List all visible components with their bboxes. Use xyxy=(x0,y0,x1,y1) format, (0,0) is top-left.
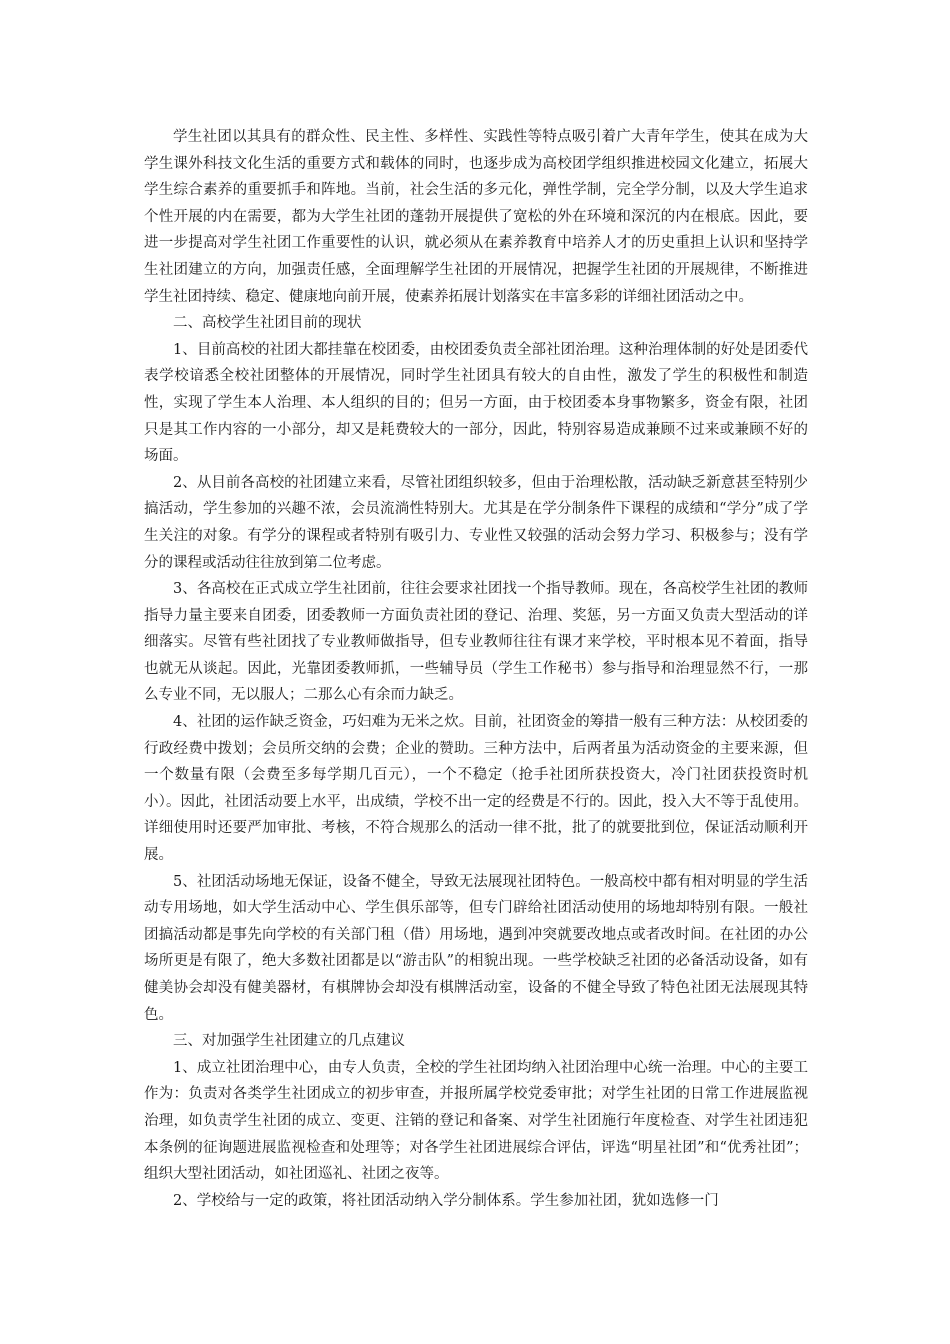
status-paragraph-1: 1、目前高校的社团大都挂靠在校团委，由校团委负责全部社团治理。这种治理体制的好处是团委代表学校谙悉全校社团整体的开展情况，同时学生社团具有较大的自由性，激发了学生的积极性和制造性，实现了学生本人治理、本人组织的目的；但另一方面，由于校团委本身事物繁多，资金有限，社团只是其工作内容的一小部分，却又是耗费较大的一部分，因此，特别容易造成兼顾不过来或兼顾不好的场面。 xyxy=(144,341,808,465)
status-paragraph-3: 3、各高校在正式成立学生社团前，往往会要求社团找一个指导教师。现在，各高校学生社团的教师指导力量主要来自团委，团委教师一方面负责社团的登记、治理、奖惩，另一方面又负责大型活动的详细落实。尽管有些社团找了专业教师做指导，但专业教师往往有课才来学校，平时根本见不着面，指导也就无从谈起。因此，光靠团委教师抓，一些辅导员（学生工作秘书）参与指导和治理显然不行，一那么专业不同，无以服人；二那么心有余而力缺乏。 xyxy=(144,581,808,704)
suggestion-paragraph-1: 1、成立社团治理中心，由专人负责，全校的学生社团均纳入社团治理中心统一治理。中心的主要工作为：负责对各类学生社团成立的初步审查，并报所属学校党委审批；对学生社团的日常工作进展监视治理，如负责学生社团的成立、变更、注销的登记和备案、对学生社团施行年度检查、对学生社团违犯本条例的征询题进展监视检查和处理等；对各学生社团进展综合评估，评选“明星社团”和“优秀社团”；组织大型社团活动，如社团巡礼、社团之夜等。 xyxy=(144,1059,808,1183)
status-paragraph-2: 2、从目前各高校的社团建立来看，尽管社团组织较多，但由于治理松散，活动缺乏新意甚至特别少搞活动，学生参加的兴趣不浓，会员流淌性特别大。尤其是在学分制条件下课程的成绩和“学分”成了学生关注的对象。有学分的课程或者特别有吸引力、专业性又较强的活动会努力学习、积极参与；没有学分的课程或活动往往放到第二位考虑。 xyxy=(144,474,808,571)
section-heading-current-status: 二、高校学生社团目前的现状 xyxy=(173,315,362,332)
status-paragraph-5: 5、社团活动场地无保证，设备不健全，导致无法展现社团特色。一般高校中都有相对明显的学生活动专用场地，如大学生活动中心、学生俱乐部等，但专门辟给社团活动使用的场地却特别有限。一般社团搞活动都是事先向学校的有关部门租（借）用场地，遇到冲突就要改地点或者改时间。在社团的办公场所更是有限了，绝大多数社团都是以“游击队”的相貌出现。一些学校缺乏社团的必备活动设备，如有健美协会却没有健美器材，有棋牌协会却没有棋牌活动室，设备的不健全导致了特色社团无法展现其特色。 xyxy=(144,873,808,1023)
suggestion-paragraph-2: 2、学校给与一定的政策，将社团活动纳入学分制体系。学生参加社团，犹如选修一门 xyxy=(173,1192,719,1209)
document-body xyxy=(144,124,808,1214)
section-heading-suggestions: 三、对加强学生社团建立的几点建议 xyxy=(173,1033,405,1050)
status-paragraph-4: 4、社团的运作缺乏资金，巧妇难为无米之炊。目前，社团资金的筹措一般有三种方法：从校团委的行政经费中拨划；会员所交纳的会费；企业的赞助。三种方法中，后两者虽为活动资金的主要来源，但一个数量有限（会费至多每学期几百元），一个不稳定（抢手社团所获投资大，冷门社团获投资时机小）。因此，社团活动要上水平，出成绩，学校不出一定的经费是不行的。因此，投入大不等于乱使用。详细使用时还要严加审批、考核，不符合规那么的活动一律不批，批了的就要批到位，保证活动顺利开展。 xyxy=(144,714,808,864)
intro-paragraph: 学生社团以其具有的群众性、民主性、多样性、实践性等特点吸引着广大青年学生，使其在成为大学生课外科技文化生活的重要方式和载体的同时，也逐步成为高校团学组织推进校园文化建立，拓展大学生综合素养的重要抓手和阵地。当前，社会生活的多元化，弹性学制，完全学分制，以及大学生追求个性开展的内在需要，都为大学生社团的蓬勃开展提供了宽松的外在环境和深沉的内在根底。因此，要进一步提高对学生社团工作重要性的认识，就必须从在素养教育中培养人才的历史重担上认识和坚持学生社团建立的方向，加强责任感，全面理解学生社团的开展情况，把握学生社团的开展规律，不断推进学生社团持续、稳定、健康地向前开展，使素养拓展计划落实在丰富多彩的详细社团活动之中。 xyxy=(144,129,808,305)
